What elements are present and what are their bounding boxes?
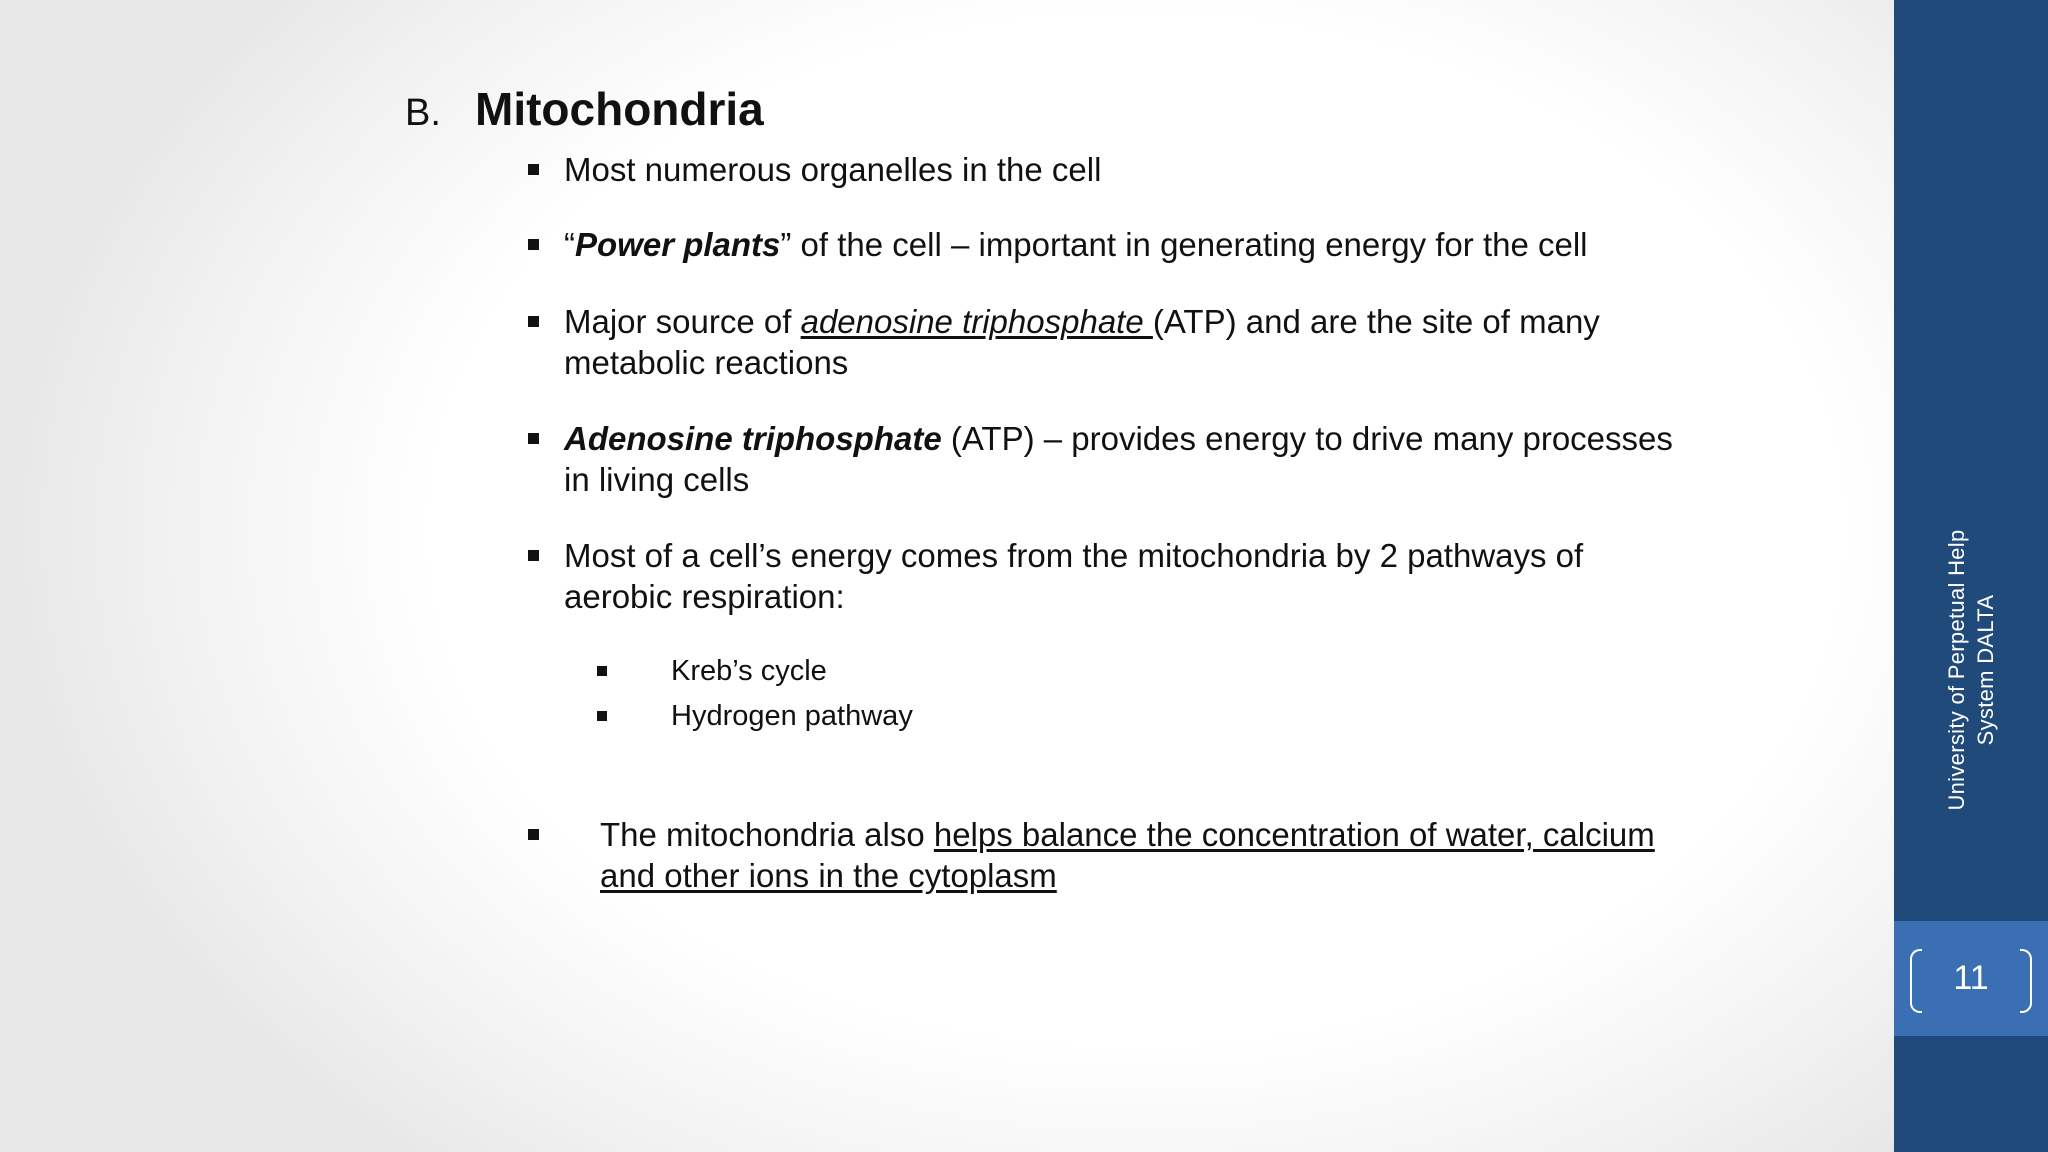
bullet-item (564, 224, 1684, 265)
square-bullet-icon (528, 316, 539, 327)
heading-letter: B. (405, 92, 441, 134)
bullet-text: Most of a cell’s energy comes from the mitochondria by 2 pathways of aerobic respiration: (564, 537, 1584, 615)
bullet-emphasis: Power plants (575, 226, 781, 263)
bullet-item (564, 301, 1684, 383)
sub-bullet-item (671, 651, 827, 691)
bullet-emphasis: Adenosine triphosphate (564, 420, 942, 457)
bullet-text: Most numerous organelles in the cell (564, 151, 1102, 188)
page-number: 11 (1953, 959, 1989, 997)
bullet-text-pre: Major source of (564, 303, 801, 340)
bullet-item (564, 149, 1684, 190)
bullet-underlined-text: helps balance the concentration of water, calcium and other ions in the cytoplasm (600, 816, 1655, 894)
sub-bullet-item (671, 696, 913, 736)
square-bullet-icon (528, 550, 539, 561)
bullet-text: (ATP) – provides energy to drive many processes in living cells (564, 420, 1673, 498)
square-bullet-icon (528, 164, 539, 175)
bullet-text: ” of the cell – important in generating energy for the cell (780, 226, 1588, 263)
square-bullet-icon (528, 239, 539, 250)
page-number-box (1894, 921, 2048, 1036)
sub-bullet-text: Hydrogen pathway (671, 700, 913, 732)
slide-heading (405, 82, 764, 142)
sub-bullet-text: Kreb’s cycle (671, 655, 827, 687)
square-bullet-icon (528, 829, 539, 840)
bullet-text-pre: The mitochondria also (600, 816, 934, 853)
square-bullet-icon (597, 711, 607, 721)
bullet-emphasis: adenosine triphosphate (800, 303, 1153, 340)
square-bullet-icon (597, 666, 607, 676)
organization-label-wrap (1894, 490, 2048, 850)
bullet-open-quote: “ (564, 226, 575, 263)
square-bullet-icon (528, 433, 539, 444)
heading-title: Mitochondria (475, 83, 764, 135)
organization-label: University of Perpetual Help System DALTA (1944, 529, 1998, 811)
bullet-item (564, 418, 1684, 500)
bullet-text: (ATP) and are the site of many metabolic reactions (564, 303, 1600, 381)
bullet-item (564, 535, 1684, 617)
slide-sidebar (1894, 0, 2048, 1152)
bullet-item (600, 814, 1700, 896)
